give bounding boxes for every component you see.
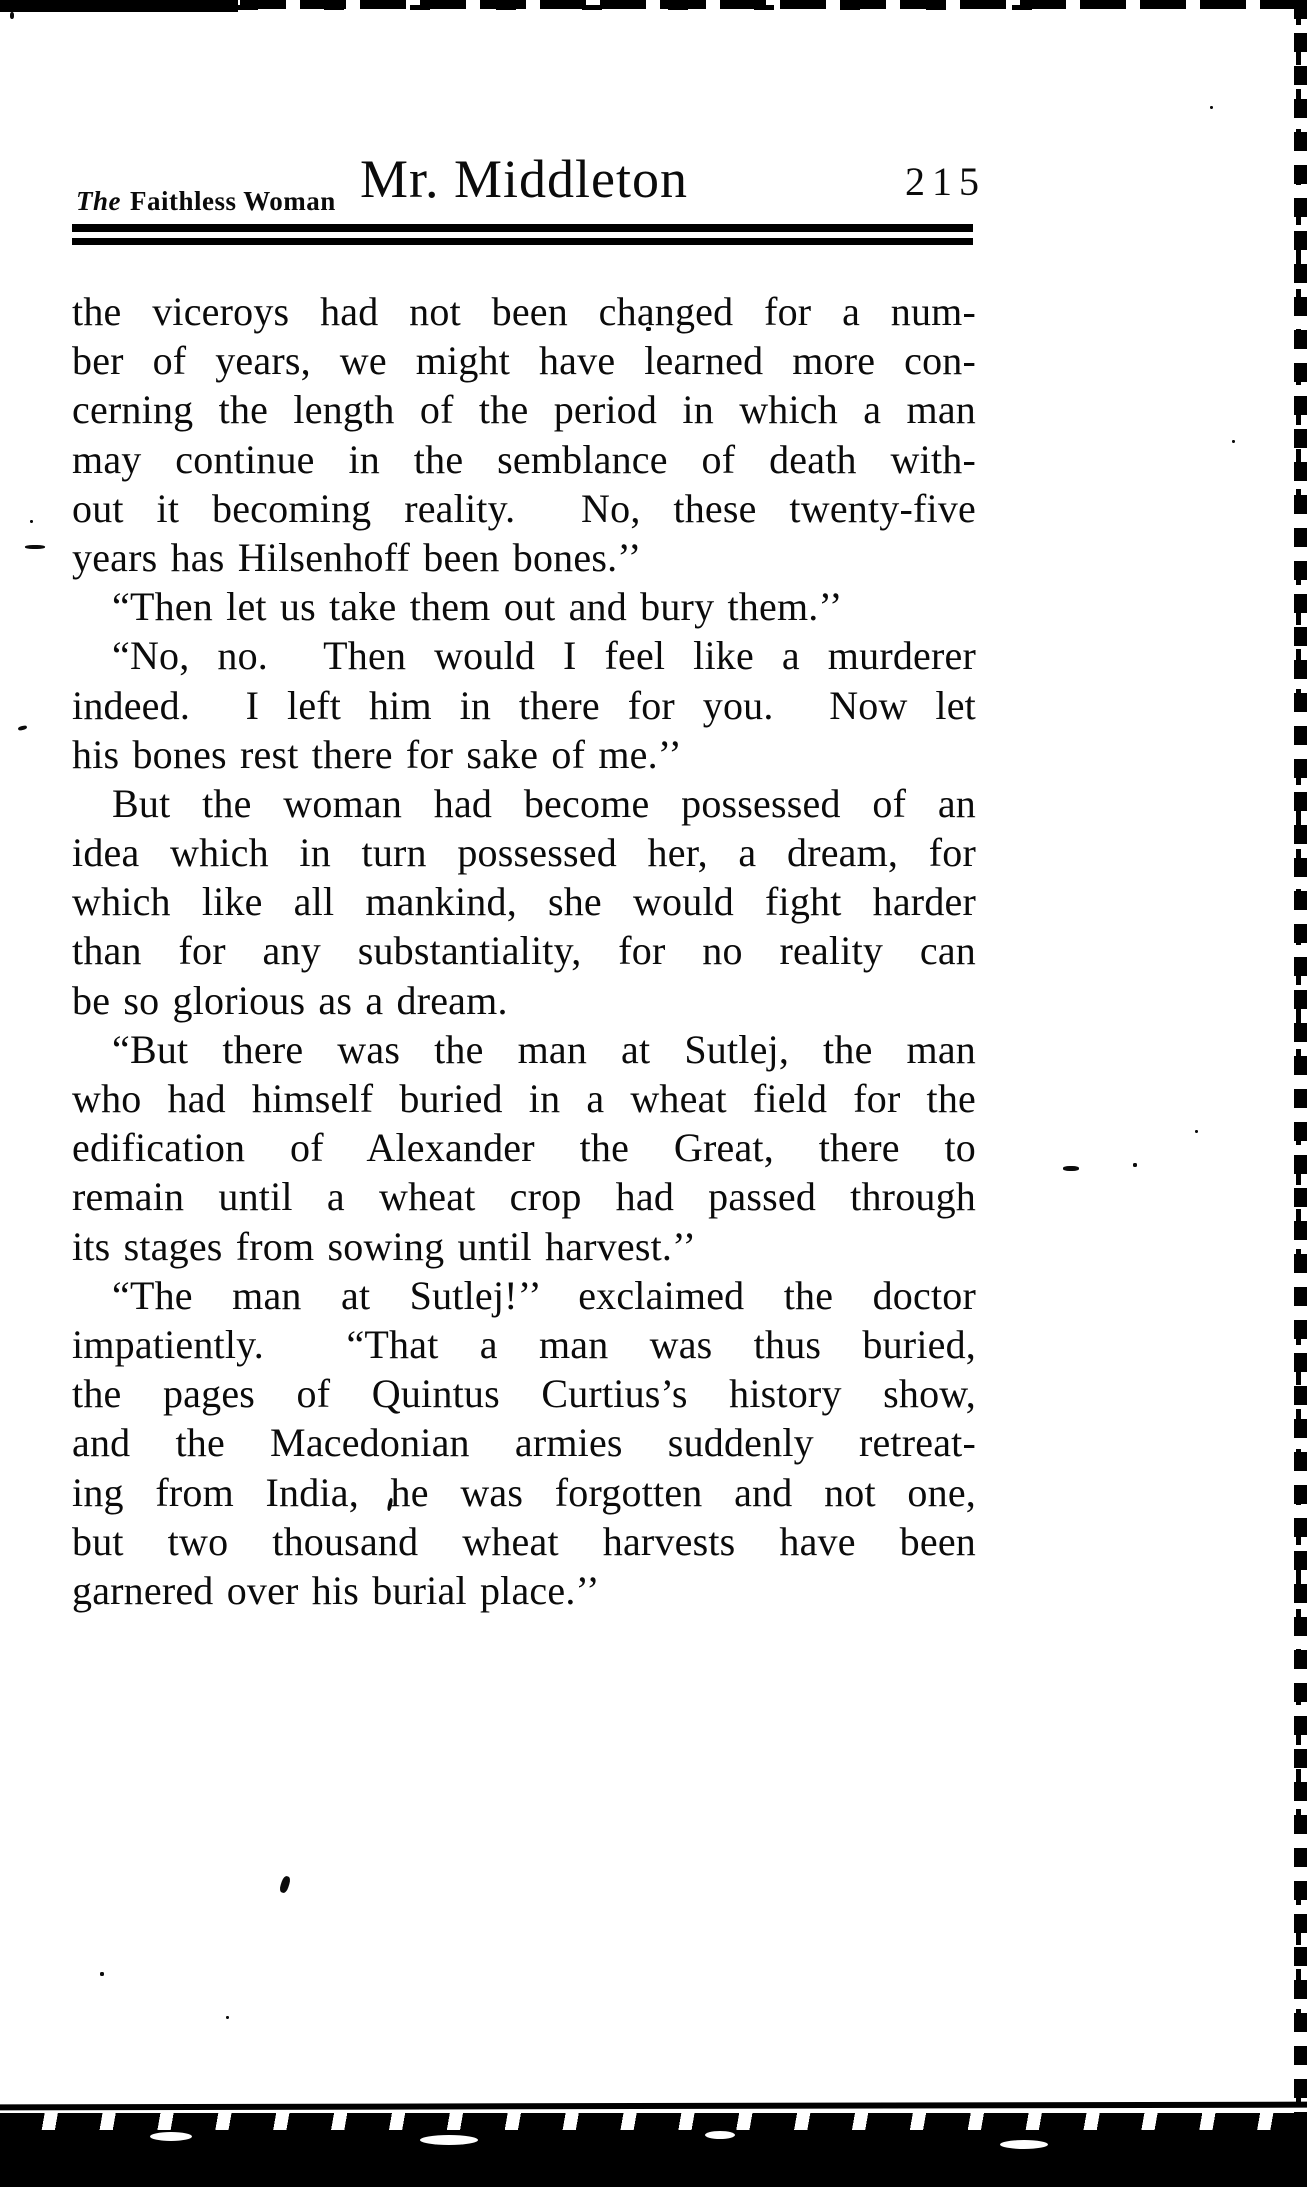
text-line: be so glorious as a dream.: [72, 977, 508, 1023]
scan-white-blob: [1000, 2140, 1048, 2149]
text-line: “No, no. Then would I feel like a murderer: [112, 633, 976, 679]
scan-speckle: [226, 2016, 229, 2019]
scan-speckle: [1210, 106, 1213, 109]
text-line: ber of years, we might have learned more con-: [72, 338, 976, 384]
text-line: may continue in the semblance of death with-: [72, 436, 976, 482]
text-line: cerning the length of the period in which a man: [72, 387, 976, 433]
scan-bottom-rule: [0, 2102, 1307, 2111]
scan-speckle: [18, 725, 28, 731]
scan-white-blob: [705, 2131, 735, 2139]
scan-top-edge-dense: [0, 0, 238, 12]
text-line: but two thousand wheat harvests have been: [72, 1518, 976, 1564]
scan-speckle: [279, 1875, 292, 1894]
text-line: his bones rest there for sake of me.’’: [72, 731, 682, 777]
scan-top-edge-speckles: [238, 5, 1098, 10]
running-title: [76, 186, 336, 217]
text-line: who had himself buried in a wheat field for the: [72, 1076, 976, 1121]
scan-speckle: [100, 1972, 104, 1976]
text-line: “The man at Sutlej!’’ exclaimed the doctor: [112, 1272, 976, 1318]
scan-speckle: [1232, 440, 1235, 443]
text-line: But the woman had become possessed of an: [112, 780, 976, 826]
text-line: idea which in turn possessed her, a dream, for: [72, 830, 976, 876]
text-line: ing from India, he was forgotten and not one,: [72, 1469, 976, 1515]
text-line: years has Hilsenhoff been bones.’’: [72, 534, 642, 580]
text-line: indeed. I left him in there for you. Now let: [72, 682, 976, 728]
text-line: the pages of Quintus Curtius’s history show,: [72, 1371, 976, 1417]
scan-speckle: [30, 520, 33, 523]
text-line: edification of Alexander the Great, there to: [72, 1125, 976, 1171]
double-rule-top: [72, 224, 973, 232]
text-line: out it becoming reality. No, these twenty-five: [72, 485, 976, 531]
scan-white-blob: [420, 2135, 478, 2145]
scan-speckle: [25, 545, 45, 549]
page-number: 215: [905, 159, 986, 204]
text-line: impatiently. “That a man was thus buried,: [72, 1321, 976, 1367]
text-line: “But there was the man at Sutlej, the man: [112, 1026, 976, 1072]
text-line: and the Macedonian armies suddenly retreat-: [72, 1420, 976, 1466]
double-rule-bottom: [72, 238, 973, 245]
scan-bottom-band: [0, 2130, 1307, 2187]
running-title-the: The: [76, 186, 121, 216]
chapter-title: Mr. Middleton: [359, 149, 688, 209]
text-line: its stages from sowing until harvest.’’: [72, 1223, 697, 1269]
text-line: garnered over his burial place.’’: [72, 1567, 600, 1613]
text-line: the viceroys had not been changed for a num-: [72, 289, 976, 334]
text-line: which like all mankind, she would fight harder: [72, 879, 976, 925]
scan-speckle: [1133, 1163, 1137, 1167]
running-title-rest: Faithless Woman: [130, 186, 336, 216]
scan-speckle: [1063, 1166, 1079, 1171]
scan-white-blob: [150, 2132, 192, 2141]
scan-right-edge-speckles: [1296, 0, 1301, 2187]
text-line: “Then let us take them out and bury them.’’: [112, 584, 843, 630]
body-text: [72, 287, 976, 1615]
text-line: than for any substantiality, for no reality can: [72, 928, 976, 974]
text-line: remain until a wheat crop had passed through: [72, 1174, 976, 1220]
scan-speckle: [10, 12, 14, 19]
scan-speckle: [1195, 1130, 1198, 1133]
